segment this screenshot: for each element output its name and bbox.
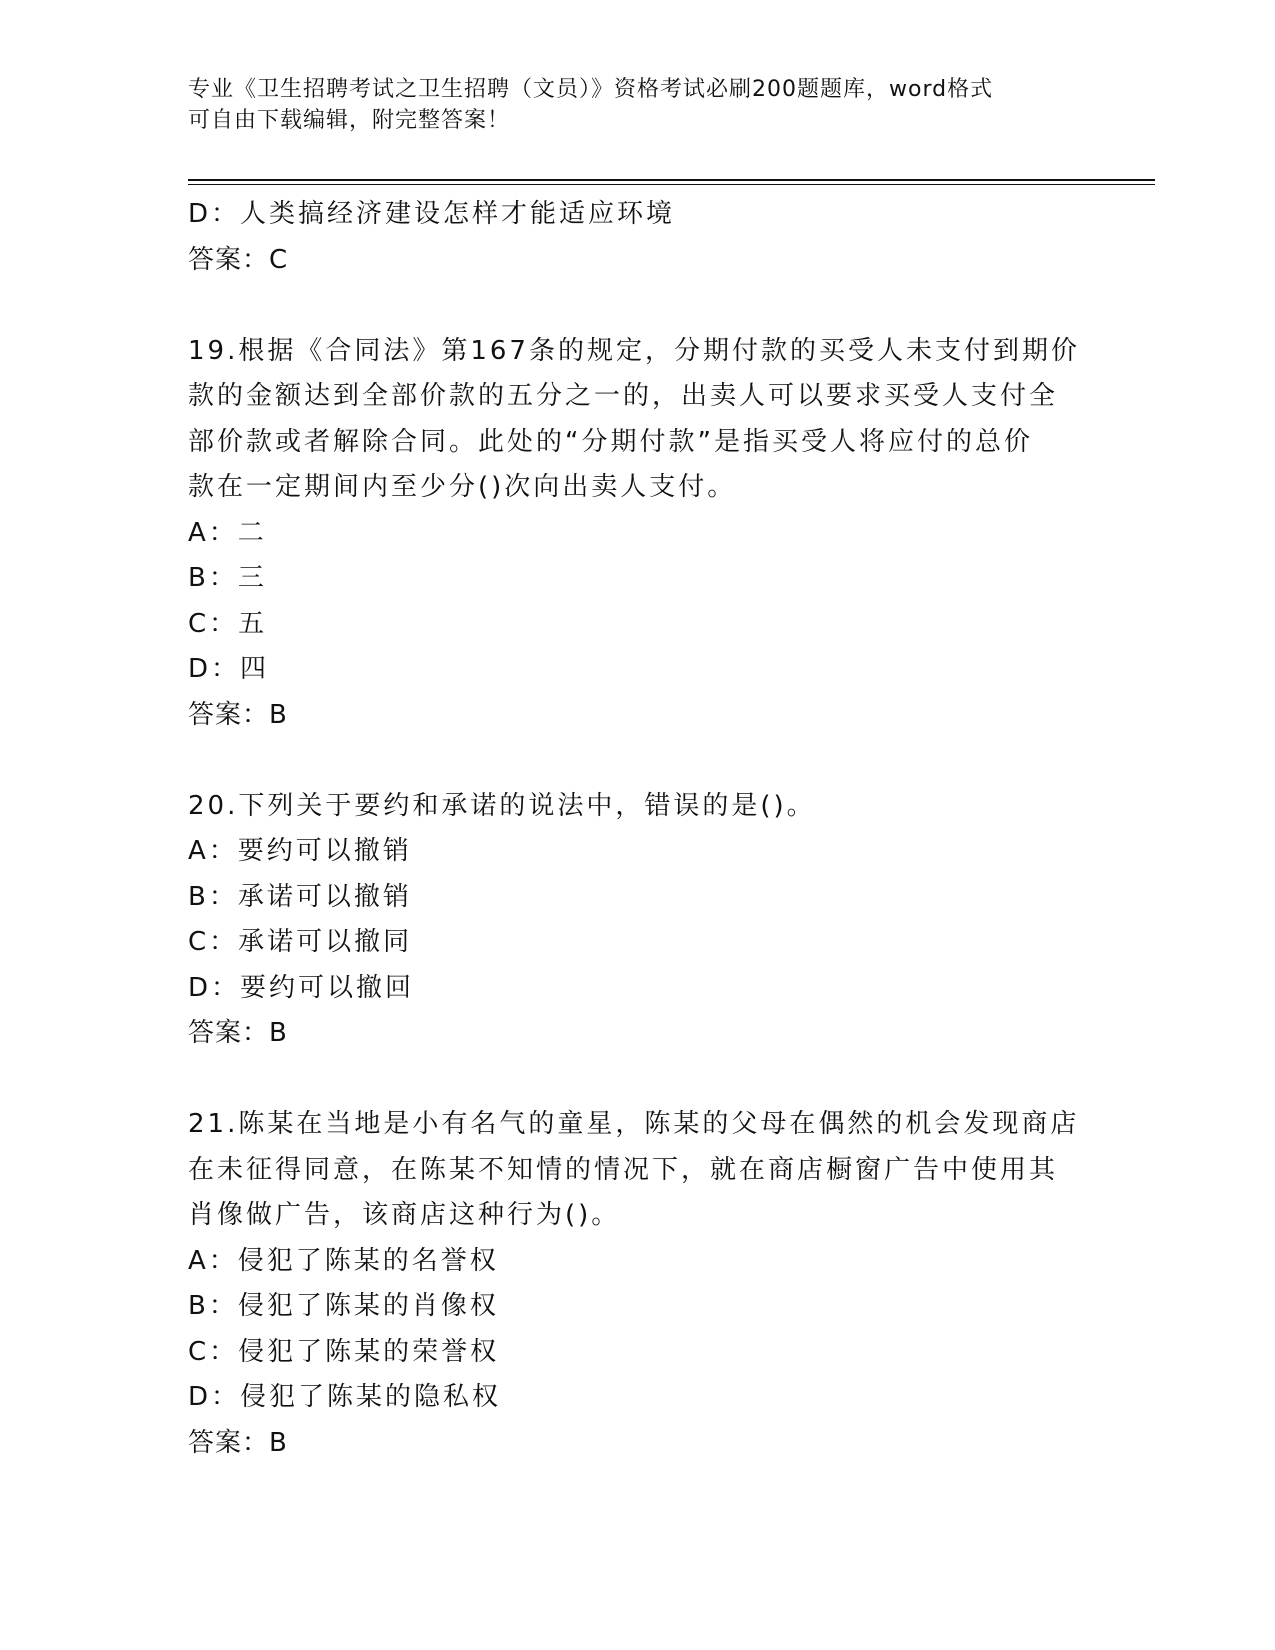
question-text-line: 部价款或者解除合同。此处的“分期付款”是指买受人将应付的总价 [188, 426, 1033, 457]
answer-line: 答案：B [188, 699, 288, 730]
option-b: B：三 [188, 563, 267, 593]
header-rule-thin [188, 184, 1155, 185]
question-20 [188, 784, 1088, 1057]
question-text-line: 款在一定期间内至少分()次向出卖人支付。 [188, 472, 737, 502]
option-d: D：四 [188, 654, 270, 684]
option-d: D：人类搞经济建设怎样才能适应环境 [188, 199, 676, 229]
spacer [188, 283, 1088, 329]
previous-question-tail [188, 192, 1088, 283]
option-a: A：二 [188, 517, 267, 548]
question-text-line: 19.根据《合同法》第167条的规定，分期付款的买受人未支付到期价 [188, 335, 1080, 366]
header-rule-thick [188, 179, 1155, 181]
question-text-line: 21.陈某在当地是小有名气的童星，陈某的父母在偶然的机会发现商店 [188, 1109, 1080, 1139]
option-b: B：承诺可以撤销 [188, 881, 412, 912]
document-header [188, 74, 1088, 136]
question-text-line: 款的金额达到全部价款的五分之一的，出卖人可以要求买受人支付全 [188, 381, 1059, 411]
answer-line: 答案：B [188, 1018, 288, 1048]
option-d: D：侵犯了陈某的隐私权 [188, 1382, 502, 1412]
question-text-line: 在未征得同意，在陈某不知情的情况下，就在商店橱窗广告中使用其 [188, 1154, 1059, 1185]
option-c: C：承诺可以撤同 [188, 927, 413, 957]
option-b: B：侵犯了陈某的肖像权 [188, 1291, 499, 1321]
header-line-1: 专业《卫生招聘考试之卫生招聘（文员）》资格考试必刷200题题库，word格式 [188, 77, 994, 102]
question-text-line: 20.下列关于要约和承诺的说法中，错误的是()。 [188, 790, 816, 821]
option-d: D：要约可以撤回 [188, 972, 415, 1003]
option-a: A：要约可以撤销 [188, 836, 412, 866]
option-c: C：侵犯了陈某的荣誉权 [188, 1336, 500, 1367]
answer-line: 答案：B [188, 1427, 288, 1458]
header-line-2: 可自由下载编辑，附完整答案！ [188, 108, 511, 133]
question-19 [188, 329, 1088, 739]
option-c: C：五 [188, 608, 268, 639]
option-a: A：侵犯了陈某的名誉权 [188, 1245, 499, 1276]
answer-line: 答案：C [188, 244, 289, 275]
question-21 [188, 1102, 1088, 1466]
question-content [188, 192, 1088, 1466]
question-text-line: 肖像做广告，该商店这种行为()。 [188, 1200, 621, 1230]
spacer [188, 738, 1088, 784]
spacer [188, 1057, 1088, 1103]
